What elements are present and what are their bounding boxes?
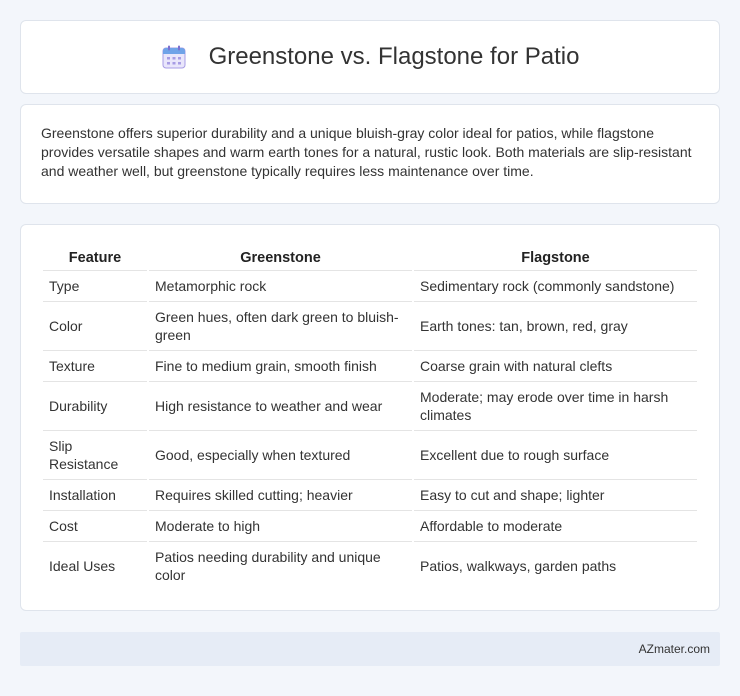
title-card [20,20,720,94]
table-row [43,510,697,541]
table-row [43,270,697,301]
row-greenstone: Moderate to high [149,510,412,541]
row-greenstone: Green hues, often dark green to bluish-green [149,301,412,350]
row-flagstone: Coarse grain with natural clefts [414,350,697,381]
table-row [43,350,697,381]
calendar-icon [161,44,187,70]
row-feature: Texture [43,350,147,381]
header-greenstone: Greenstone [240,250,321,266]
table-row [43,479,697,510]
comparison-table-card [20,224,720,611]
row-greenstone: Patios needing durability and unique color [149,541,412,590]
row-greenstone: Fine to medium grain, smooth finish [149,350,412,381]
header-flagstone: Flagstone [521,250,590,266]
summary-text: Greenstone offers superior durability and a unique bluish-gray color ideal for patios, while flagstone provides versatile shapes and warm earth tones for a natural, rustic look. Both materials are slip-resistant and weather well, but greenstone typically requires less maintenance over time. [41,125,692,179]
table-row [43,541,697,590]
row-greenstone: Metamorphic rock [149,270,412,301]
row-feature: Ideal Uses [43,541,147,590]
page-title: Greenstone vs. Flagstone for Patio [208,43,580,70]
comparison-table [41,245,699,590]
row-flagstone: Sedimentary rock (commonly sandstone) [414,270,697,301]
row-flagstone: Affordable to moderate [414,510,697,541]
row-feature: Durability [43,381,147,430]
header-feature: Feature [68,250,122,266]
row-flagstone: Excellent due to rough surface [414,430,697,479]
row-feature: Cost [43,510,147,541]
footer [20,632,720,666]
row-greenstone: High resistance to weather and wear [149,381,412,430]
table-row [43,381,697,430]
table-row [43,301,697,350]
row-flagstone: Earth tones: tan, brown, red, gray [414,301,697,350]
row-greenstone: Requires skilled cutting; heavier [149,479,412,510]
row-feature: Color [43,301,147,350]
row-greenstone: Good, especially when textured [149,430,412,479]
summary-card [20,104,720,204]
row-feature: Installation [43,479,147,510]
row-flagstone: Moderate; may erode over time in harsh climates [414,381,697,430]
footer-brand: AZmater.com [638,642,710,656]
row-feature: Type [43,270,147,301]
row-feature: Slip Resistance [43,430,147,479]
row-flagstone: Patios, walkways, garden paths [414,541,697,590]
title-wrap [161,43,580,71]
row-flagstone: Easy to cut and shape; lighter [414,479,697,510]
table-row [43,430,697,479]
table-header-row [43,245,697,270]
